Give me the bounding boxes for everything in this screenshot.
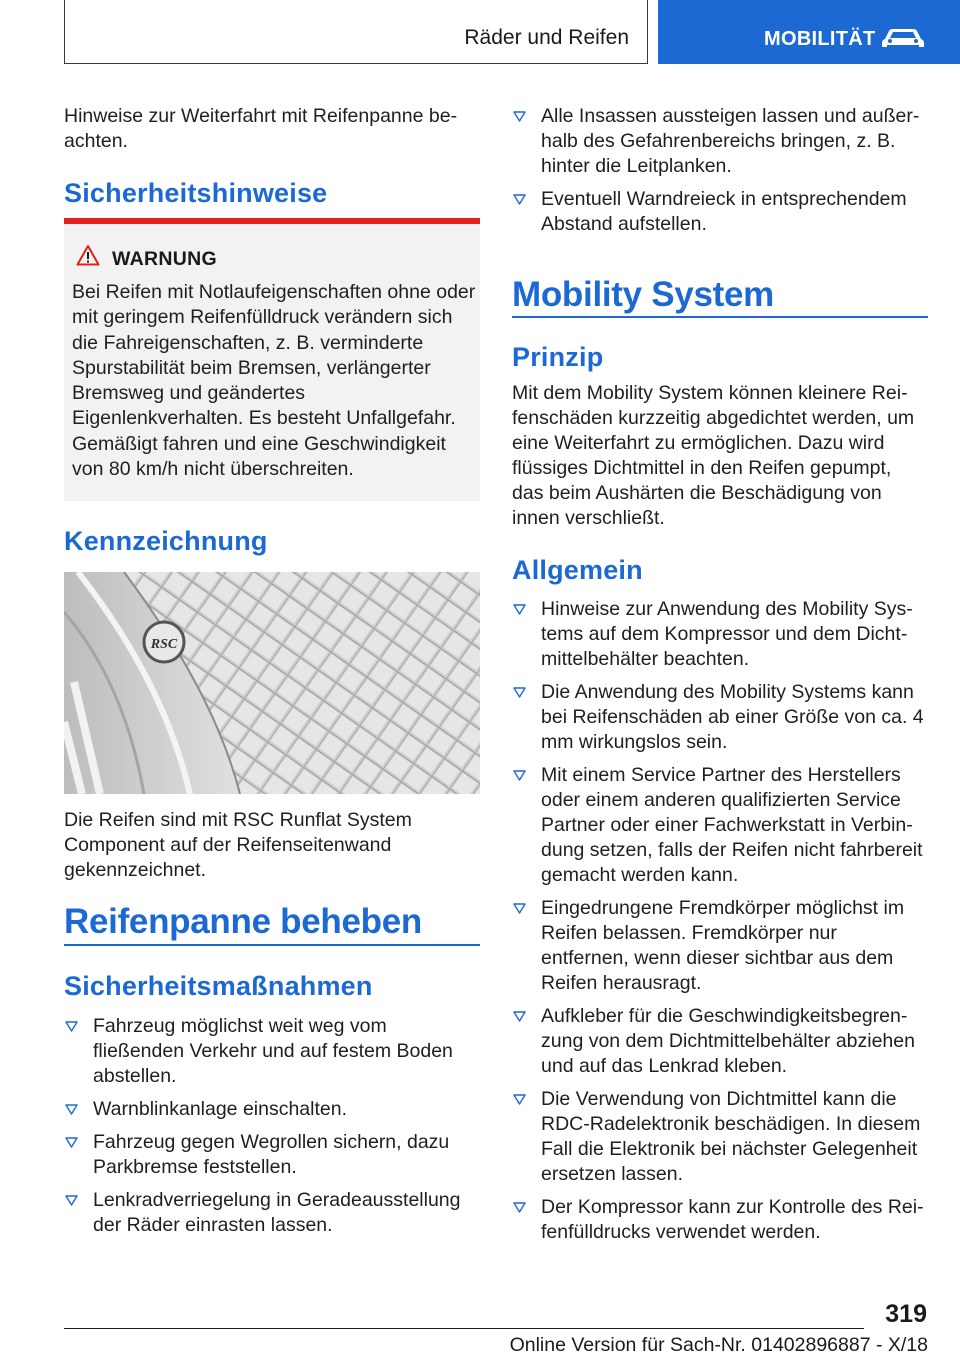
measures-list [64, 1014, 480, 1246]
measures-heading: Sicherheitsmaßnahmen [64, 971, 373, 1001]
safety-heading: Sicherheitshinweise [64, 178, 328, 208]
warning-text: Bei Reifen mit Notlaufeigenschaften ohne oder mit geringem Reifenfülldruck verändern sich die Fahreigenschaften, z. B. verminderte Spurstabilität beim Bremsen, verlängerter Bremsweg und geändertes Eigenlenkverhalten. Es besteht Unfallgefahr. Gemäßigt fahren und eine Geschwindigkeit von 80 km/h nicht überschreiten. [72, 281, 476, 481]
list-item [512, 1004, 928, 1079]
list-item-text: Die Verwendung von Dichtmittel kann die RDC-Radelektronik beschädigen. In diesem Fall die Elektronik bei nächster Gelegenheit ersetzen lassen. [541, 1088, 921, 1185]
online-version-text: Online Version für Sach-Nr. 01402896887 - X/18 [509, 1334, 928, 1356]
rsc-logo-icon [144, 622, 184, 662]
list-item [512, 896, 928, 996]
triangle-bullet-icon [513, 770, 526, 781]
header-section-box [64, 0, 648, 64]
list-item [512, 1195, 928, 1245]
list-item-text: Aufkleber für die Geschwindigkeitsbegrenzung von dem Dichtmittelbehälter abziehen und auf das Lenkrad kleben. [541, 1005, 915, 1077]
triangle-bullet-icon [65, 1104, 78, 1115]
section-title: Räder und Reifen [464, 26, 629, 49]
intro-text: Hinweise zur Weiterfahrt mit Reifenpanne beachten. [64, 105, 458, 152]
list-item [512, 680, 928, 755]
footer-rule [64, 1328, 864, 1329]
mobility-heading: Mobility System [512, 275, 774, 314]
list-item [64, 1097, 480, 1122]
triangle-bullet-icon [513, 1094, 526, 1105]
list-item-text: Fahrzeug gegen Wegrollen sichern, dazu Parkbremse feststellen. [93, 1131, 450, 1178]
list-item-text: Hinweise zur Anwendung des Mobility Systems auf dem Kompressor und dem Dichtmittelbehälter beachten. [541, 598, 913, 670]
warning-bar [64, 218, 480, 224]
page-number: 319 [885, 1300, 927, 1328]
repair-heading-rule [64, 944, 480, 946]
list-item-text: Mit einem Service Partner des Herstellers oder einem anderen qualifizierten Service Partner oder einer Fachwerkstatt in Verbindung setzen, falls der Reifen nicht fahrbereit gemacht werden kann. [541, 764, 923, 886]
list-item-text: Der Kompressor kann zur Kontrolle des Reifenfülldrucks verwendet werden. [541, 1196, 924, 1243]
triangle-bullet-icon [513, 687, 526, 698]
list-item [512, 1087, 928, 1187]
list-item-text: Fahrzeug möglichst weit weg vom fließenden Verkehr und auf festem Boden abstellen. [93, 1015, 453, 1087]
triangle-bullet-icon [65, 1021, 78, 1032]
marking-text: Die Reifen sind mit RSC Runflat System Component auf der Reifenseitenwand gekennzeichnet. [64, 809, 412, 881]
warning-triangle-icon [76, 244, 100, 266]
list-item-text: Lenkradverriegelung in Geradeausstellung der Räder einrasten lassen. [93, 1189, 461, 1236]
triangle-bullet-icon [513, 111, 526, 122]
chapter-tab-label: MOBILITÄT [764, 28, 876, 50]
triangle-bullet-icon [513, 194, 526, 205]
list-item [512, 104, 928, 179]
chapter-tab[interactable] [658, 0, 960, 64]
principle-heading: Prinzip [512, 342, 604, 372]
list-item-text: Eventuell Warndreieck in entsprechendem Abstand aufstellen. [541, 188, 907, 235]
svg-text:RSC: RSC [150, 637, 178, 652]
list-item [512, 597, 928, 672]
rsc-tyre-image [64, 572, 480, 794]
measures-cont-list [512, 104, 928, 245]
triangle-bullet-icon [513, 1202, 526, 1213]
triangle-bullet-icon [513, 903, 526, 914]
list-item-text: Eingedrungene Fremdkörper möglichst im Reifen belassen. Fremdkörper nur entfernen, wenn dieser sichtbar aus dem Reifen herausragt. [541, 897, 905, 994]
general-heading: Allgemein [512, 555, 643, 585]
list-item [64, 1130, 480, 1180]
list-item [512, 763, 928, 888]
principle-text: Mit dem Mobility System können kleinere Reifenschäden kurzzeitig abgedichtet werden, um eine Weiterfahrt zu ermöglichen. Dazu wird flüssiges Dichtmittel in den Reifen gepumpt, das beim Aushärten die Beschädigung von innen verschließt. [512, 382, 915, 529]
triangle-bullet-icon [513, 1011, 526, 1022]
list-item [64, 1014, 480, 1089]
warning-title: WARNUNG [112, 248, 218, 270]
triangle-bullet-icon [65, 1137, 78, 1148]
marking-heading: Kennzeichnung [64, 526, 268, 556]
general-list [512, 597, 928, 1253]
repair-heading: Reifenpanne beheben [64, 902, 422, 941]
mobility-heading-rule [512, 316, 928, 318]
triangle-bullet-icon [513, 604, 526, 615]
list-item [512, 187, 928, 237]
list-item [64, 1188, 480, 1238]
car-icon [880, 26, 926, 50]
warning-box [64, 218, 480, 501]
list-item-text: Warnblinkanlage einschalten. [93, 1098, 348, 1120]
list-item-text: Alle Insassen aussteigen lassen und außerhalb des Gefahrenbereichs bringen, z. B. hinter die Leitplanken. [541, 105, 920, 177]
list-item-text: Die Anwendung des Mobility Systems kann bei Reifenschäden ab einer Größe von ca. 4 mm wirkungslos sein. [541, 681, 924, 753]
triangle-bullet-icon [65, 1195, 78, 1206]
